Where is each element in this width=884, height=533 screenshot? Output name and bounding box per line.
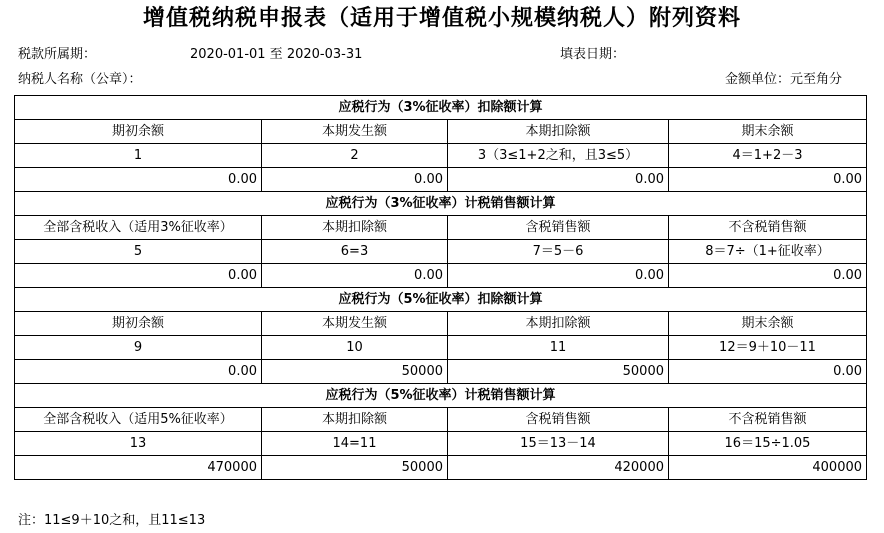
value-row xyxy=(15,456,867,480)
section-2-header: 本期扣除额 xyxy=(262,216,448,240)
fill-date-label: 填表日期： xyxy=(560,47,626,62)
section-1-index: 4＝1+2－3 xyxy=(669,144,867,168)
section-1-index: 2 xyxy=(262,144,448,168)
period-label: 税款所属期： xyxy=(18,47,97,62)
section-3-value-cell[interactable]: 0.00 xyxy=(669,360,867,384)
header-row xyxy=(15,216,867,240)
section-4-title: 应税行为（5%征收率）计税销售额计算 xyxy=(15,384,867,408)
section-4-header: 含税销售额 xyxy=(448,408,669,432)
section-4-value-cell[interactable]: 400000 xyxy=(669,456,867,480)
section-3-title: 应税行为（5%征收率）扣除额计算 xyxy=(15,288,867,312)
amount-unit-label: 金额单位：元至角分 xyxy=(724,72,842,87)
section-4-index: 13 xyxy=(15,432,262,456)
section-3-header: 期末余额 xyxy=(669,312,867,336)
header-row xyxy=(15,120,867,144)
section-3-value-cell[interactable]: 0.00 xyxy=(15,360,262,384)
section-3-value-cell[interactable]: 50000 xyxy=(448,360,669,384)
header-row xyxy=(15,408,867,432)
section-3-index: 11 xyxy=(448,336,669,360)
section-4-index: 15＝13－14 xyxy=(448,432,669,456)
section-title-row xyxy=(15,96,867,120)
taxpayer-name-label: 纳税人名称（公章）： xyxy=(18,72,142,87)
section-2-index: 5 xyxy=(15,240,262,264)
section-1-index: 1 xyxy=(15,144,262,168)
value-row xyxy=(15,168,867,192)
index-row xyxy=(15,336,867,360)
section-4-header: 全部含税收入（适用5%征收率） xyxy=(15,408,262,432)
deduction-table xyxy=(14,95,867,480)
section-1-header: 本期扣除额 xyxy=(448,120,669,144)
section-1-value-cell[interactable]: 0.00 xyxy=(15,168,262,192)
section-1-value-cell[interactable]: 0.00 xyxy=(448,168,669,192)
section-2-title: 应税行为（3%征收率）计税销售额计算 xyxy=(15,192,867,216)
section-2-header: 全部含税收入（适用3%征收率） xyxy=(15,216,262,240)
section-3-index: 12＝9＋10－11 xyxy=(669,336,867,360)
section-3-value-cell[interactable]: 50000 xyxy=(262,360,448,384)
section-3-index: 10 xyxy=(262,336,448,360)
section-3-header: 本期扣除额 xyxy=(448,312,669,336)
section-4-index: 16＝15÷1.05 xyxy=(669,432,867,456)
section-2-header: 不含税销售额 xyxy=(669,216,867,240)
section-3-header: 本期发生额 xyxy=(262,312,448,336)
section-1-header: 本期发生额 xyxy=(262,120,448,144)
period-value: 2020-01-01 至 2020-03-31 xyxy=(190,47,363,62)
section-1-value-cell[interactable]: 0.00 xyxy=(262,168,448,192)
section-1-header: 期初余额 xyxy=(15,120,262,144)
form-title: 增值税纳税申报表（适用于增值税小规模纳税人）附列资料 xyxy=(142,6,741,31)
section-2-header: 含税销售额 xyxy=(448,216,669,240)
header-row xyxy=(15,312,867,336)
section-2-index: 6=3 xyxy=(262,240,448,264)
section-title-row xyxy=(15,384,867,408)
section-4-header: 本期扣除额 xyxy=(262,408,448,432)
index-row xyxy=(15,432,867,456)
section-2-value-cell[interactable]: 0.00 xyxy=(15,264,262,288)
section-2-value-cell[interactable]: 0.00 xyxy=(448,264,669,288)
footnote: 注：11≤9＋10之和，且11≤13 xyxy=(18,513,206,528)
section-4-header: 不含税销售额 xyxy=(669,408,867,432)
index-row xyxy=(15,240,867,264)
section-2-value-cell[interactable]: 0.00 xyxy=(669,264,867,288)
section-2-index: 8＝7÷（1+征收率） xyxy=(669,240,867,264)
index-row xyxy=(15,144,867,168)
section-1-index: 3（3≤1+2之和，且3≤5） xyxy=(448,144,669,168)
section-4-value-cell[interactable]: 50000 xyxy=(262,456,448,480)
section-1-header: 期末余额 xyxy=(669,120,867,144)
section-2-value-cell[interactable]: 0.00 xyxy=(262,264,448,288)
section-3-index: 9 xyxy=(15,336,262,360)
section-1-value-cell[interactable]: 0.00 xyxy=(669,168,867,192)
section-4-value-cell[interactable]: 420000 xyxy=(448,456,669,480)
value-row xyxy=(15,264,867,288)
section-1-title: 应税行为（3%征收率）扣除额计算 xyxy=(15,96,867,120)
section-title-row xyxy=(15,192,867,216)
value-row xyxy=(15,360,867,384)
section-4-value-cell[interactable]: 470000 xyxy=(15,456,262,480)
section-2-index: 7＝5－6 xyxy=(448,240,669,264)
section-title-row xyxy=(15,288,867,312)
section-4-index: 14=11 xyxy=(262,432,448,456)
section-3-header: 期初余额 xyxy=(15,312,262,336)
